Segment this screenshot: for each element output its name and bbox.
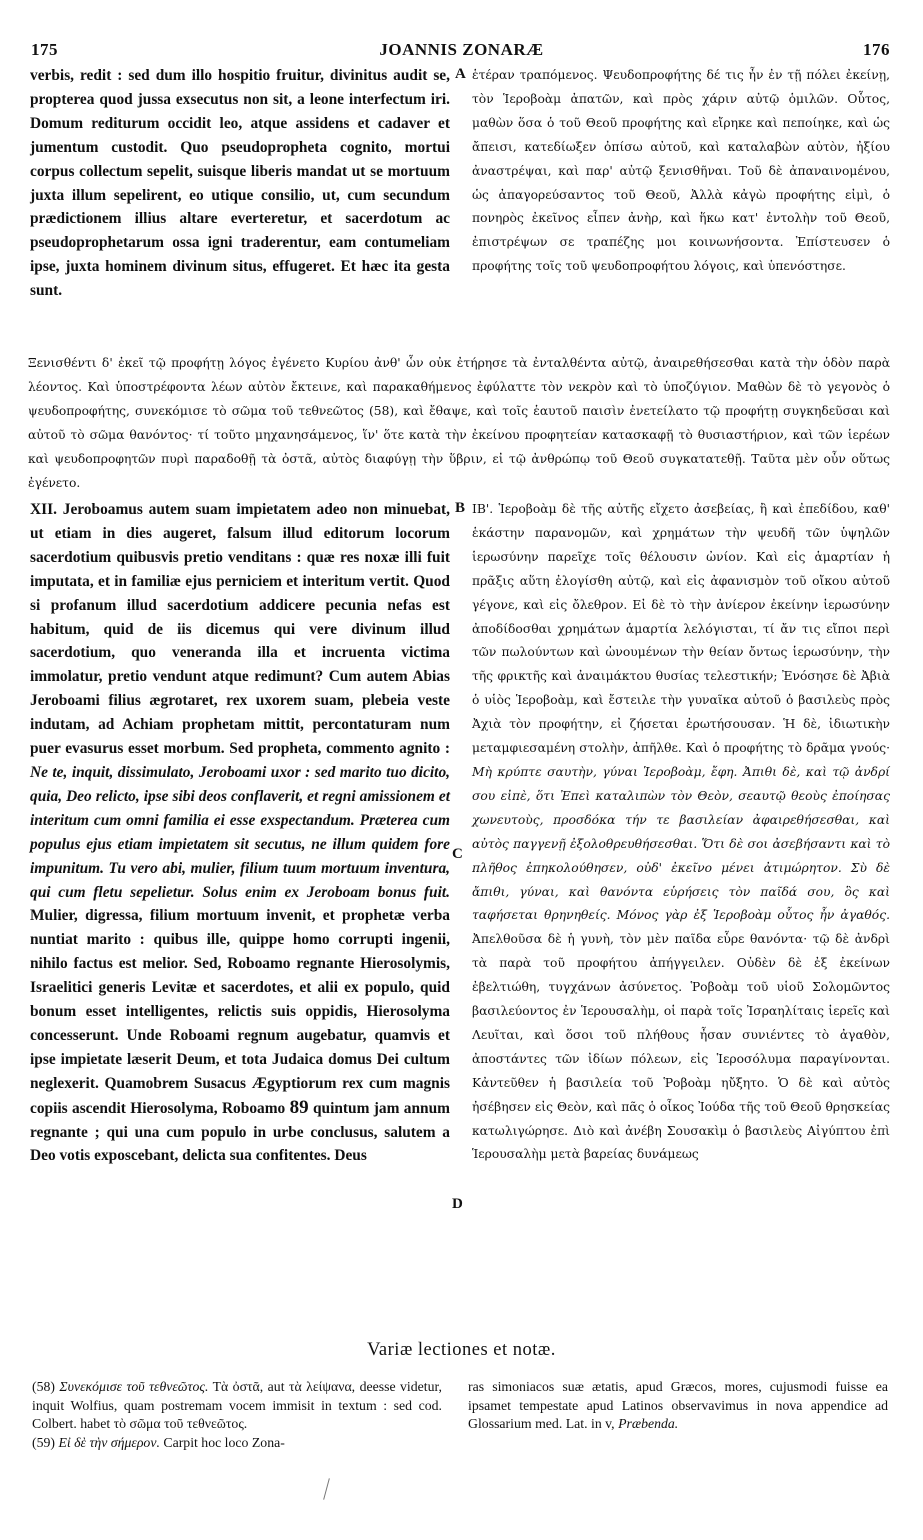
greek-text-1: ἑτέραν τραπόμενος. Ψευδοπροφήτης δέ τις ἦν ἐν τῇ πόλει ἐκείνῃ, τὸν Ἱεροβοὰμ ἀπατῶν, καὶ πρὸς χάριν αὐτῷ ὁμιλῶν. Οὗτος, μαθὼν ὅσα ὁ τοῦ Θεοῦ προφήτης καὶ εἴρηκε καὶ πεποίηκε, καὶ ὡς ἄπεισι, κατεδίωξεν ὀπίσω αὐτοῦ, καὶ καταλαβὼν αὐτὸν, ἠξίου ἀναστρέψαι, καὶ παρ' αὐτῷ ξενισθῆναι. Τοῦ δὲ ἀπαναινομένου, ὡς ἀπαγορεύσαντος τοῦ Θεοῦ, Ἀλλὰ κἀγὼ προφήτης εἰμὶ, ὁ πονηρὸς ἐκεῖνος εἶπεν ἀνὴρ, καὶ ἥκω κατ' ἐντολὴν τοῦ Θεοῦ, ἐπιστρέψων σε τραπέζης μοι κοινωνήσοντα. Ἐπίστευσεν ὁ προφήτης τοῖς τοῦ ψευδοπροφήτου λόγοις, καὶ ὑπενόστησε.: [472, 68, 890, 274]
margin-marker-b: B: [455, 500, 466, 516]
latin-part-4: quintum jam annum regnante ; qui una cum populo in urbe conclusus, salutem a Deo votis exposcebant, delicta sua confitentes. Deus: [30, 1099, 450, 1165]
note-58: [32, 1378, 442, 1434]
greek-column-1: [472, 64, 890, 279]
latin-column-2: [30, 498, 450, 1168]
latin-prophecy: Ne te, inquit, dissimulato, Jeroboami uxor : sed marito tuo dicito, quia, Deo relicto, ipse sibi deos conflaverit, et regni amissionem et interitum cum omni familia ei esse exspectandum. Præterea cum populus ejus etiam impietatem sit secutus, ne illum quidem fore impunitum. Tu vero abi, mulier, filium tuum mortuum inventura, qui cum fletu sepelietur. Solus enim ex Jeroboam bonus fuit.: [30, 763, 450, 901]
greek-text-2: [472, 498, 890, 1167]
greek-part-1: ΙΒ'. Ἱεροβοὰμ δὲ τῆς αὐτῆς εἴχετο ἀσεβείας, ἢ καὶ ἐπεδίδου, καθ' ἑκάστην παρανομῶν, καὶ χρημάτων τὴν ψευδῆ τῶν ὑψηλῶν ἱερωσύνην παρεῖχε τοῖς θέλουσιν ὠνίον. Καὶ εἰς ἁμαρτίαν ἡ πρᾶξις αὕτη ἐλογίσθη αὐτῷ, καὶ εἰς ἀφανισμὸν τοῦ οἴκου αὐτοῦ γέγονε, καὶ εἰς ὄλεθρον. Εἰ δὲ τὸ τὴν ἀνίερον ἐκείνην ἱερωσύνην ἀποδίδοσθαι χρημάτων ἁμαρτία λελόγισται, τί ἄν τις εἴποι περὶ τῶν πωλούντων καὶ ὠνουμένων τὴν θείαν ὄντως ἱερωσύνην, τὴν τῆς φρικτῆς καὶ ἀναιμάκτου θυσίας τελεστικήν; Ἐνόσησε δὲ Ἀβιὰ ὁ υἱὸς Ἱεροβοὰμ, καὶ ἔστειλε τὴν γυναῖκα αὐτοῦ ὁ βασιλεὺς πρὸς Ἀχιὰ τὸν προφήτην, εἰ ζήσεται ἐρωτήσουσαν. Ἡ δὲ, ἰδιωτικὴν μεταμφιεσαμένη στολὴν, ἀπῆλθε. Καὶ ὁ προφήτης τὸ δρᾶμα γνούς·: [472, 502, 890, 756]
note-58-lemma: Συνεκόμισε τοῦ τεθνεῶτος.: [59, 1379, 209, 1394]
margin-marker-d: D: [452, 1196, 463, 1212]
notes-heading: Variæ lectiones et notæ.: [367, 1340, 556, 1360]
margin-marker-c: C: [452, 846, 463, 862]
stray-pen-mark: [323, 1478, 330, 1500]
margin-marker-a: A: [455, 66, 466, 82]
greek-full-text: Ξενισθέντι δ' ἐκεῖ τῷ προφήτῃ λόγος ἐγένετο Κυρίου ἀνθ' ὧν οὐκ ἐτήρησε τὰ ἐνταλθέντα αὐτῷ, ἀναιρεθήσεσθαι κατὰ τὴν ὁδὸν παρὰ λέοντος. Καὶ ὑποστρέφοντα λέων αὐτὸν ἔκτεινε, καὶ παρακαθήμενος ἐφύλαττε τὸν νεκρὸν καὶ τὸ ὑποζύγιον. Μαθὼν δὲ τὸ γεγονὸς ὁ ψευδοπροφήτης, συνεκόμισε τὸ σῶμα τοῦ τεθνεῶτος (58), καὶ ἔθαψε, καὶ τοῖς ἑαυτοῦ παισὶν ἐνετείλατο τῷ προφήτῃ συγκηδεῦσαι καὶ αὐτοῦ τὸ σῶμα θανόντος· τί τοῦτο μηχανησάμενος, ἵν' ὅτε κατὰ τὴν ἐκείνου προφητείαν κατασκαφῇ τὸ θυσιαστήριον, καὶ τῶν ἱερέων καὶ ψευδοπροφητῶν πυρὶ παραδοθῇ τὰ ὀστᾶ, αὐτὸς διαφύγῃ τὴν ὕβριν, εἰ τῷ ἀνθρώπῳ τοῦ Θεοῦ συγκατατεθῇ. Ταῦτα μὲν οὖν οὕτως ἐγένετο.: [28, 356, 890, 490]
page-number-left: 175: [31, 40, 58, 59]
greek-column-2: [472, 498, 890, 1167]
note-58-text: Τὰ ὀστᾶ, aut τὰ λείψανα, deesse videtur, inquit Wolfius, quam postremam vocem immisit in textum : sed cod. Colbert. habet τὸ σῶμα τοῦ τεθνεῶτος.: [32, 1379, 442, 1432]
latin-text-1: verbis, redit : sed dum illo hospitio fruitur, divinitus audit se, propterea quod jussa exsecutus non sit, a leone interfectum iri. Domum rediturum occidit leo, atque assidens et cadaver et jumentum custodit. Quo pseudopropheta cognito, mortui corpus collectum sepelit, suisque liberis mandat ut se mortuum juxta illum sepelirent, eo utique consilio, ut, cum secundum prædictionem illius altare everteretur, et sacerdotum ac pseudoprophetarum ossa igni traderentur, eam contumeliam ipse, juxta hominem divinum situs, effugeret. Et hæc ita gesta sunt.: [30, 67, 450, 300]
note-59: [32, 1434, 442, 1453]
latin-part-1: XII. Jeroboamus autem suam impietatem adeo non minuebat, ut etiam in dies augeret, falsum illud editorum locorum sacerdotium quibusvis pretio venditans : quæ res noxæ illi fuit imputata, et in familiæ ejus perniciem et interitum vertit. Quod si profanum illud sacerdotium addicere pecunia nefas est habitum, quid de iis dicemus qui vere divinum illud sacerdotium, quo veneranda illa et incruenta victima immolatur, pretio vendunt atque redimunt? Cum autem Abias Jeroboami filius ægrotaret, rex uxorem suam, plebeia veste indutam, ad Achiam prophetam mittit, percontaturam num puer evasurus esset morbum. Sed propheta, commento agnito :: [30, 501, 450, 758]
note-59-continued-term: Præbenda.: [618, 1416, 679, 1432]
greek-prophecy: Μὴ κρύπτε σαυτὴν, γύναι Ἱεροβοὰμ, ἔφη. Ἀπιθι δὲ, καὶ τῷ ἀνδρί σου εἰπὲ, ὅτι Ἐπεὶ καταλιπὼν τὸν Θεὸν, σεαυτῷ θεοὺς ἐποίησας χωνευτοὺς, προσδόκα τήν τε βασιλείαν ἀφαιρεθήσεσθαι, καὶ αὐτὸς παγγενῇ ἐξολοθρευθήσεσθαι. Ὅτι δὲ σοι ἀσεβήσαντι καὶ τὸ πλῆθος ἐπηκολούθησεν, οὐδ' ἐκεῖνο μένει ἀτιμώρητον. Σὺ δὲ ἄπιθι, γύναι, καὶ θανόντα εὑρήσεις τὸν παῖδά σου, ὃς καὶ ταφήσεται θρηνηθείς. Μόνος γὰρ ἐξ Ἱεροβοὰμ οὗτος ἦν ἀγαθός.: [472, 764, 890, 923]
notes-left-column: [32, 1378, 442, 1452]
latin-part-3: Mulier, digressa, filium mortuum invenit, et prophetæ verba nuntiat marito : quibus ille, quippe homo corrupti ingenii, nihilo factus est melior. Sed, Roboamo regnante Hierosolymis, Israelitici generis Levitæ et sacerdotes, et alii ex populo, quid bonum esset intelligentes, relictis suis oppidis, Hierosolyma concesserunt. Unde Roboami regnum augebatur, quamvis et ipse impietate læserit Deum, et tota Judaica domus Dei cultum neglexerit. Quamobrem Susacus Ægyptiorum rex cum magnis copiis ascendit Hierosolyma, Roboamo: [30, 907, 450, 1117]
greek-part-3: Ἀπελθοῦσα δὲ ἡ γυνὴ, τὸν μὲν παῖδα εὗρε θανόντα· τῷ δὲ ἀνδρὶ τὰ παρὰ τοῦ προφήτου ἀπήγγειλεν. Οὐδὲν δὲ ἐξ ἐκείνων ἐβελτιώθη, τυγχάνων ἀσύνετος. Ῥοβοὰμ τοῦ υἱοῦ Σολομῶντος βασιλεύοντος ἐν Ἱερουσαλὴμ, οἱ παρὰ τοῖς Ἰσραηλίταις ἱερεῖς καὶ Λευῖται, καὶ ὅσοι τοῦ πλήθους ἦσαν συνιέντες τὸ ἀγαθὸν, ἀποστάντες τῶν ἰδίων πόλεων, εἰς Ἱεροσόλυμα παραγίνονται. Κἀντεῦθεν ἡ βασιλεία τοῦ Ῥοβοὰμ ηὔξητο. Ὁ δὲ καὶ αὐτὸς ἠσέβησεν εἰς Θεὸν, καὶ πᾶς ὁ οἶκος Ἰούδα τῆς τοῦ Θεοῦ θρησκείας κατωλιγώρησε. Διὸ καὶ ἀνέβη Σουσακὶμ ὁ βασιλεὺς Αἰγύπτου ἐπὶ Ἱερουσαλὴμ μετὰ βαρείας δυνάμεως: [472, 932, 890, 1162]
running-title: JOANNIS ZONARÆ: [379, 40, 544, 59]
note-58-label: (58): [32, 1379, 60, 1394]
note-59-label: (59): [32, 1434, 59, 1450]
notes-right-column: [468, 1378, 888, 1434]
note-59-text: Carpit hoc loco Zona-: [159, 1434, 285, 1450]
latin-text-2: [30, 498, 450, 1168]
note-59-continued-text: ras simoniacos suæ ætatis, apud Græcos, mores, cujusmodi fuisse ea ipsamet tempestate apud Latinos observavimus in nova appendice ad Glossarium med. Lat. in v,: [468, 1379, 888, 1432]
note-59-continued: [468, 1378, 888, 1434]
latin-column-1: [30, 64, 450, 303]
greek-full-width-paragraph: [28, 352, 890, 495]
page-number-right: 176: [863, 40, 890, 59]
note-59-lemma: Εἰ δὲ τὴν σήμερον.: [58, 1434, 160, 1450]
page-insert-number: 89: [289, 1096, 309, 1118]
